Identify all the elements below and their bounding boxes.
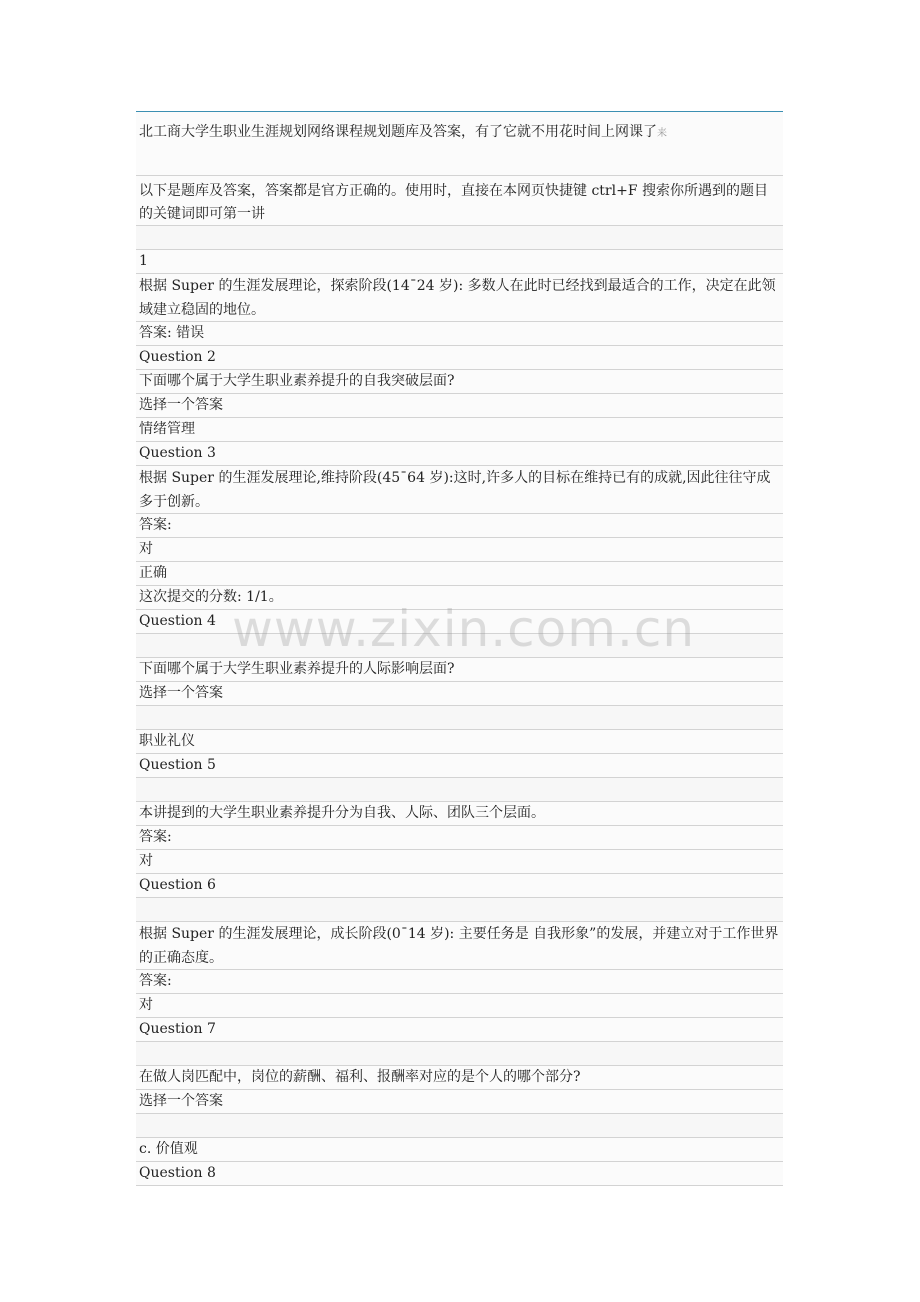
list-item xyxy=(136,466,783,514)
list-item-text: 对 xyxy=(139,997,153,1013)
list-item-text: 答案: 错误 xyxy=(139,325,205,341)
document-title: 北工商大学生职业生涯规划网络课程规划题库及答案，有了它就不用花时间上网课了 xyxy=(139,124,657,140)
list-item xyxy=(136,922,783,970)
list-item xyxy=(136,346,783,370)
list-item xyxy=(136,1138,783,1162)
list-item-text: 职业礼仪 xyxy=(139,733,195,749)
qa-list xyxy=(136,250,783,1186)
list-item xyxy=(136,418,783,442)
list-item xyxy=(136,1018,783,1042)
list-item-text: 本讲提到的大学生职业素养提升分为自我、人际、团队三个层面。 xyxy=(139,805,545,821)
list-item-text: 下面哪个属于大学生职业素养提升的自我突破层面? xyxy=(139,373,455,389)
list-item xyxy=(136,826,783,850)
list-item-text: 情绪管理 xyxy=(139,421,195,437)
list-item-text: Question 5 xyxy=(139,757,216,773)
list-item xyxy=(136,394,783,418)
spacer-row xyxy=(136,226,783,250)
list-item xyxy=(136,586,783,610)
list-item-text: 对 xyxy=(139,853,153,869)
list-item-text: Question 4 xyxy=(139,613,216,629)
list-item xyxy=(136,850,783,874)
list-item-text: 答案: xyxy=(139,829,172,845)
list-item-text: 根据 Super 的生涯发展理论,维持阶段(45¯64 岁):这时,许多人的目标在维持已有的成就,因此往往守成多于创新。 xyxy=(139,470,771,510)
list-item xyxy=(136,874,783,898)
list-item-text: 选择一个答案 xyxy=(139,685,223,701)
list-item-text: 选择一个答案 xyxy=(139,397,223,413)
list-item-text: Question 3 xyxy=(139,445,216,461)
list-item xyxy=(136,682,783,706)
blank-row xyxy=(136,898,783,922)
list-item-text: 选择一个答案 xyxy=(139,1093,223,1109)
watermark: www.zixin.com.cn xyxy=(232,600,696,658)
list-item-text: Question 8 xyxy=(139,1165,216,1181)
blank-row xyxy=(136,1114,783,1138)
title-row xyxy=(136,112,783,176)
list-item-text: 正确 xyxy=(139,565,167,581)
list-item-text: Question 7 xyxy=(139,1021,216,1037)
intro-row xyxy=(136,176,783,226)
list-item-text: 答案: xyxy=(139,973,172,989)
blank-row xyxy=(136,1042,783,1066)
list-item xyxy=(136,538,783,562)
title-tail: 来 xyxy=(657,128,667,139)
list-item-text: 根据 Super 的生涯发展理论，成长阶段(0¯14 岁): 主要任务是 自我形象”的发展，并建立对于工作世界的正确态度。 xyxy=(139,926,779,966)
list-item-text: Question 6 xyxy=(139,877,216,893)
list-item-text: Question 2 xyxy=(139,349,216,365)
list-item xyxy=(136,1162,783,1186)
list-item-text: c. 价值观 xyxy=(139,1141,198,1157)
list-item xyxy=(136,442,783,466)
list-item xyxy=(136,970,783,994)
list-item-text: 在做人岗匹配中，岗位的薪酬、福利、报酬率对应的是个人的哪个部分? xyxy=(139,1069,581,1085)
list-item xyxy=(136,322,783,346)
list-item-text: 根据 Super 的生涯发展理论，探索阶段(14¯24 岁): 多数人在此时已经找到最适合的工作，决定在此领域建立稳固的地位。 xyxy=(139,278,776,318)
list-item-text: 下面哪个属于大学生职业素养提升的人际影响层面? xyxy=(139,661,455,677)
list-item xyxy=(136,658,783,682)
list-item xyxy=(136,1066,783,1090)
list-item-text: 答案: xyxy=(139,517,172,533)
list-item xyxy=(136,754,783,778)
document xyxy=(136,111,783,1186)
list-item xyxy=(136,730,783,754)
list-item xyxy=(136,370,783,394)
list-item xyxy=(136,1090,783,1114)
list-item-text: 这次提交的分数: 1/1。 xyxy=(139,589,283,605)
list-item xyxy=(136,514,783,538)
blank-row xyxy=(136,778,783,802)
list-item xyxy=(136,802,783,826)
list-item xyxy=(136,250,783,274)
intro-text: 以下是题库及答案，答案都是官方正确的。使用时，直接在本网页快捷键 ctrl+F 搜索你所遇到的题目的关键词即可第一讲 xyxy=(139,183,768,222)
blank-row xyxy=(136,634,783,658)
list-item xyxy=(136,562,783,586)
blank-row xyxy=(136,706,783,730)
list-item-text: 对 xyxy=(139,541,153,557)
list-item-text: 1 xyxy=(139,253,148,269)
list-item xyxy=(136,274,783,322)
list-item xyxy=(136,994,783,1018)
list-item xyxy=(136,610,783,634)
